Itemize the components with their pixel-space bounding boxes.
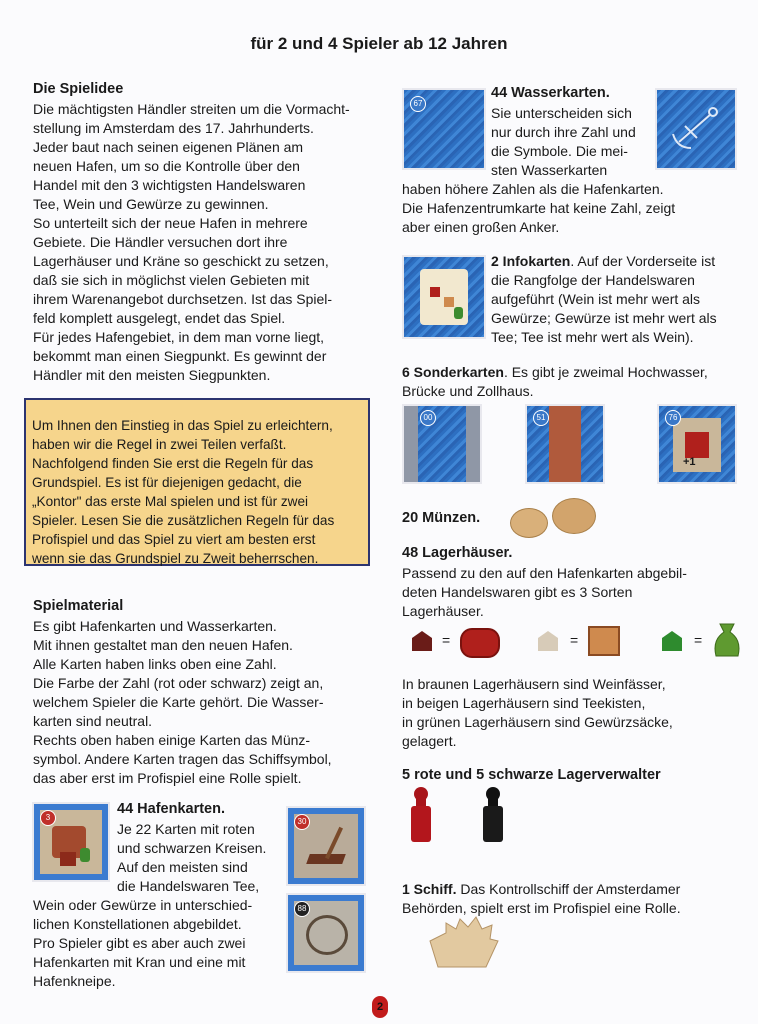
text-line: Wein oder Gewürze in unterschied-	[33, 897, 253, 913]
ship-icon	[424, 915, 502, 971]
bonus-label: +1	[683, 456, 696, 468]
text-line	[402, 880, 681, 899]
bridge-card-image	[525, 404, 605, 484]
text-line: sten Wasserkarten	[491, 162, 608, 178]
wasserkarten-text-wide	[402, 180, 675, 237]
coin-icon	[552, 498, 596, 534]
text-line: In braunen Lagerhäusern sind Weinfässer,	[402, 676, 666, 692]
text-line: das aber erst im Profispiel eine Rolle spielt.	[33, 770, 302, 786]
water-card-image	[402, 88, 486, 170]
card-number: 3	[40, 810, 56, 826]
text-line: Je 22 Karten mit roten	[117, 821, 255, 837]
text-line: Passend zu den auf den Hafenkarten abgebil-	[402, 565, 687, 581]
text-line: bekommt man einen Siegpunkt. Es gewinnt der	[33, 348, 327, 364]
text-line: ihrem Warenangebot durchsetzen. Ist das Spiel-	[33, 291, 333, 307]
text-line: Brücke und Zollhaus.	[402, 383, 534, 399]
text-line: gelagert.	[402, 733, 457, 749]
coin-icon	[510, 508, 548, 538]
equals-sign: =	[442, 632, 451, 648]
anchor-card-image	[655, 88, 737, 170]
text-line: symbol. Andere Karten tragen das Schiffsymbol,	[33, 751, 332, 767]
anchor-icon	[657, 90, 735, 168]
tavern-card-image	[286, 893, 366, 973]
text-line: in beigen Lagerhäusern sind Teekisten,	[402, 695, 646, 711]
hafenkarten-text-narrow	[117, 820, 266, 896]
text-line: und schwarzen Kreisen.	[117, 840, 267, 856]
text-line: Die Hafenzentrumkarte hat keine Zahl, zeigt	[402, 200, 676, 216]
text-line: aber einen großen Anker.	[402, 219, 560, 235]
hafenkarten-heading: 44 Hafenkarten.	[117, 801, 225, 817]
text-line: Spieler. Lesen Sie die zusätzlichen Regeln für das	[32, 513, 335, 528]
text-line: lichen Konstellationen abgebildet.	[33, 916, 242, 932]
beige-warehouse-icon	[536, 630, 560, 652]
text-line: Pro Spieler gibt es aber auch zwei	[33, 935, 246, 951]
text-line: Nachfolgend finden Sie erst die Regeln für das	[32, 456, 314, 471]
infokarten-heading: 2 Infokarten	[491, 253, 571, 269]
text-line: die Handelswaren Tee,	[117, 878, 260, 894]
spielmaterial-text	[33, 617, 332, 788]
schiff-line-0: Das Kontrollschiff der Amsterdamer	[456, 881, 681, 897]
equals-sign: =	[570, 632, 579, 648]
text-line: Auf den meisten sind	[117, 859, 248, 875]
wasserkarten-text-narrow	[491, 104, 636, 180]
sonderkarten-text	[402, 363, 708, 401]
text-line: Handel mit den 3 wichtigsten Handelswaren	[33, 177, 306, 193]
black-manager-icon	[480, 786, 506, 844]
info-box	[24, 398, 370, 566]
text-line: Um Ihnen den Einstieg in das Spiel zu erleichtern,	[32, 418, 333, 433]
text-line: stellung im Amsterdam des 17. Jahrhunderts.	[33, 120, 314, 136]
schiff-heading: 1 Schiff.	[402, 881, 457, 897]
card-number: 00	[420, 410, 436, 426]
text-line: wenn sie das Grundspiel zu Zweit beherrschen.	[32, 551, 319, 566]
text-line: Jeder baut nach seinen eigenen Plänen am	[33, 139, 304, 155]
text-line: Profispiel und das Spiel zu viert am besten erst	[32, 532, 316, 547]
tea-crate-icon	[588, 626, 620, 656]
card-number: 67	[410, 96, 426, 112]
green-warehouse-icon	[660, 630, 684, 652]
info-card-image	[402, 255, 486, 339]
lagerhaeuser-text	[402, 564, 687, 621]
text-line: So unterteilt sich der neue Hafen in mehrere	[33, 215, 308, 231]
text-line: Gebiete. Die Händler versuchen dort ihre	[33, 234, 288, 250]
text-line: Alle Karten haben links oben eine Zahl.	[33, 656, 277, 672]
infokarten-line-0: . Auf der Vorderseite ist	[570, 253, 716, 269]
card-number: 88	[294, 901, 310, 917]
card-number: 51	[533, 410, 549, 426]
flood-card-image	[402, 404, 482, 484]
text-line: die Rangfolge der Handelswaren	[491, 272, 695, 288]
card-number: 76	[665, 410, 681, 426]
spielidee-text	[33, 100, 350, 385]
text-line: „Kontor" das erste Mal spielen und ist für zwei	[32, 494, 309, 509]
text-line: Behörden, spielt erst im Profispiel eine Rolle.	[402, 900, 681, 916]
hafenkarten-heading-text: 44 Hafenkarten	[117, 801, 221, 817]
text-line: welchem Spieler die Karte gehört. Die Wasser-	[33, 694, 324, 710]
text-line: Händler mit den meisten Siegpunkten.	[33, 367, 271, 383]
text-line: daß sie sich in möglichst vielen Gebieten mit	[33, 272, 310, 288]
lagerverwalter-heading: 5 rote und 5 schwarze Lagerverwalter	[402, 767, 661, 783]
text-line: Lagerhäuser und Kräne so geschickt zu setzen,	[33, 253, 329, 269]
wasserkarten-heading: 44 Wasserkarten.	[491, 85, 610, 101]
text-line: Die Farbe der Zahl (rot oder schwarz) zeigt an,	[33, 675, 324, 691]
text-line: Hafenkneipe.	[33, 973, 116, 989]
text-line: die Symbole. Die mei-	[491, 143, 628, 159]
text-line: Für jedes Hafengebiet, in dem man vorne liegt,	[33, 329, 325, 345]
text-line: aufgeführt (Wein ist mehr wert als	[491, 291, 701, 307]
spielmaterial-heading: Spielmaterial	[33, 598, 124, 614]
wine-barrel-icon	[460, 628, 500, 658]
sonderkarten-heading: 6 Sonderkarten	[402, 364, 504, 380]
brown-warehouse-icon	[410, 630, 434, 652]
text-line: in grünen Lagerhäusern sind Gewürzsäcke,	[402, 714, 673, 730]
spice-sack-icon	[712, 622, 742, 658]
text-line	[402, 363, 708, 382]
customs-card-image	[657, 404, 737, 484]
text-line: Hafenkarten mit Kran und eine mit	[33, 954, 246, 970]
text-line: Die mächtigsten Händler streiten um die Vormacht-	[33, 101, 350, 117]
lagerhaeuser-heading: 48 Lagerhäuser.	[402, 545, 513, 561]
sonderkarten-line-0: . Es gibt je zweimal Hochwasser,	[503, 364, 708, 380]
text-line: Tee, Wein und Gewürze zu gewinnen.	[33, 196, 269, 212]
text-line: neuen Hafen, um so die Kontrolle über den	[33, 158, 300, 174]
page-number: 2	[372, 996, 388, 1018]
text-line: deten Handelswaren gibt es 3 Sorten	[402, 584, 633, 600]
text-line	[491, 252, 717, 271]
text-line: Gewürze; Gewürze ist mehr wert als	[491, 310, 717, 326]
crane-card-image	[286, 806, 366, 886]
card-number: 30	[294, 814, 310, 830]
equals-sign: =	[694, 632, 703, 648]
red-manager-icon	[408, 786, 434, 844]
text-line: haben höhere Zahlen als die Hafenkarten.	[402, 181, 664, 197]
text-line: karten sind neutral.	[33, 713, 153, 729]
text-line: Rechts oben haben einige Karten das Münz-	[33, 732, 311, 748]
page-title: für 2 und 4 Spieler ab 12 Jahren	[250, 34, 508, 53]
text-line: Mit ihnen gestaltet man den neuen Hafen.	[33, 637, 293, 653]
text-line: Lagerhäuser.	[402, 603, 484, 619]
muenzen-heading: 20 Münzen.	[402, 510, 481, 526]
hafenkarten-text-wide	[33, 896, 252, 991]
text-line: Es gibt Hafenkarten und Wasserkarten.	[33, 618, 277, 634]
text-line: nur durch ihre Zahl und	[491, 124, 636, 140]
lagerhaeuser-text-2	[402, 675, 673, 751]
spielidee-heading: Die Spielidee	[33, 81, 124, 97]
text-line: Tee; Tee ist mehr wert als Wein).	[491, 329, 694, 345]
wasserkarten-heading-text: 44 Wasserkarten	[491, 85, 606, 101]
text-line: Grundspiel. Es ist für diejenigen gedacht, die	[32, 475, 302, 490]
infokarten-text	[491, 252, 717, 347]
harbor-card-image	[32, 802, 110, 882]
lagerhaeuser-heading-text: 48 Lagerhäuser	[402, 545, 509, 561]
text-line: haben wir die Regel in zwei Teilen verfaßt.	[32, 437, 287, 452]
text-line: Sie unterscheiden sich	[491, 105, 632, 121]
schiff-text	[402, 880, 681, 918]
text-line: feld komplett ausgelegt, endet das Spiel.	[33, 310, 286, 326]
